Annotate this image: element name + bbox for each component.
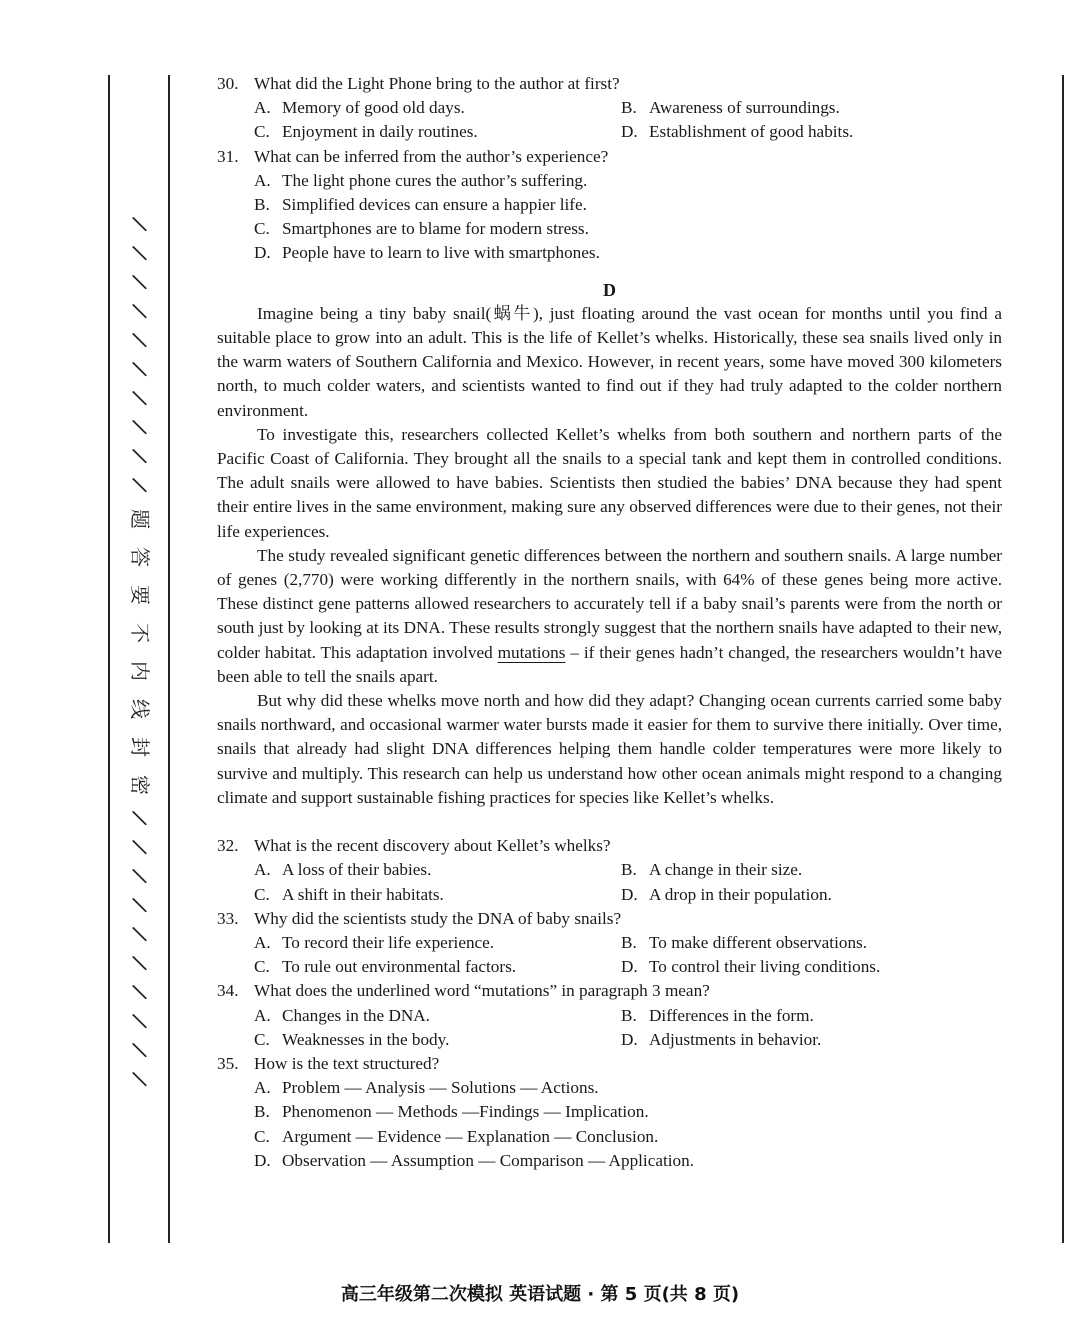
question-stem: What did the Light Phone bring to the author at first? xyxy=(254,74,620,93)
binding-slash: \ xyxy=(130,356,150,383)
question-number: 32. xyxy=(217,836,239,856)
binding-slash: \ xyxy=(130,327,150,354)
question-stem: Why did the scientists study the DNA of baby snails? xyxy=(254,908,622,928)
paragraph-1: Imagine being a tiny baby snail(蜗牛), just floating around the vast ocean for months until you find a suitable place to grow into an adult. This is the life of Kellet’s whelks. Historically, these sea snails lived only in the warm waters of Southern California and Mexico. However, in recent years, some have moved 300 kilometers north, to much colder waters, and scientists wanted to find out if they had truly adapted to the colder northern environment. xyxy=(217,303,1002,420)
question-32 xyxy=(217,834,1002,907)
option-c: C. A shift in their habitats. xyxy=(254,884,444,904)
binding-slash: \ xyxy=(130,414,150,441)
option-c: C. To rule out environmental factors. xyxy=(254,957,517,977)
question-31 xyxy=(217,145,1002,266)
option-c: C. Smartphones are to blame for modern stress. xyxy=(254,219,589,239)
binding-slash: \ xyxy=(130,443,150,470)
question-33 xyxy=(217,907,1002,980)
binding-slash: \ xyxy=(130,211,150,238)
binding-char: 要 xyxy=(128,585,152,605)
underlined-word: mutations xyxy=(497,642,566,662)
question-stem: What is the recent discovery about Kellet’s whelks? xyxy=(254,836,611,856)
paragraph-2: To investigate this, researchers collected Kellet’s whelks from both southern and northern parts of the Pacific Coast of California. They brought all the snails to a special tank and kept them in controlled conditions. The adult snails were allowed to have babies. Scientists then studied the babies’ DNA because they had spent their entire lives in the same environment, making sure any observed differences were due to their genes, not their life experiences. xyxy=(217,424,1002,541)
binding-char: 线 xyxy=(128,699,152,719)
binding-char: 内 xyxy=(128,661,152,681)
option-b: B. Simplified devices can ensure a happier life. xyxy=(254,195,587,215)
binding-slash: \ xyxy=(130,472,150,499)
margin-line-left xyxy=(108,75,110,1243)
question-number: 30. xyxy=(217,74,239,93)
question-stem: What can be inferred from the author’s experience? xyxy=(254,146,609,166)
option-c: C. Weaknesses in the body. xyxy=(254,1029,450,1049)
passage-d xyxy=(217,278,1002,810)
binding-slash: \ xyxy=(130,950,150,977)
question-35 xyxy=(217,1052,1002,1173)
page-footer: 高三年级第二次模拟 英语试题 · 第 5 页(共 8 页) xyxy=(340,1284,740,1305)
binding-slash: \ xyxy=(130,892,150,919)
option-d: D. To control their living conditions. xyxy=(621,957,881,977)
option-a: A. Changes in the DNA. xyxy=(254,1005,430,1025)
option-a: A. The light phone cures the author’s suffering. xyxy=(254,170,588,190)
option-c: C. Enjoyment in daily routines. xyxy=(254,122,478,142)
option-a: A. A loss of their babies. xyxy=(254,860,432,880)
option-d: D. Establishment of good habits. xyxy=(621,122,854,142)
option-b: B. Awareness of surroundings. xyxy=(621,98,840,118)
binding-slash: \ xyxy=(130,298,150,325)
option-b: B. A change in their size. xyxy=(621,860,803,880)
option-d: D. A drop in their population. xyxy=(621,884,832,904)
question-stem: What does the underlined word “mutations” in paragraph 3 mean? xyxy=(254,981,710,1001)
paragraph-3: The study revealed significant genetic differences between the northern and southern snails. A large number of genes (2,770) were working differently in the northern snails, with 64% of these genes being more active. These distinct gene patterns allowed researchers to accurately tell if a baby snail’s parents were from the north or south just by looking at its DNA. These results strongly suggest that the northern snails have adapted to their new, colder habitat. This adaptation involved mutations – if their genes hadn’t changed, the researchers wouldn’t have been able to tell the snails apart. xyxy=(217,545,1002,686)
binding-char: 密 xyxy=(128,775,152,795)
binding-char: 封 xyxy=(128,737,152,757)
question-stem: How is the text structured? xyxy=(254,1053,440,1073)
question-number: 33. xyxy=(217,908,239,928)
binding-slash: \ xyxy=(130,979,150,1006)
binding-slash: \ xyxy=(130,834,150,861)
option-b: B. Phenomenon — Methods —Findings — Implication. xyxy=(254,1102,649,1122)
binding-char: 答 xyxy=(128,547,152,567)
binding-slash: \ xyxy=(130,240,150,267)
question-number: 31. xyxy=(217,146,239,166)
option-a: A. Memory of good old days. xyxy=(254,98,465,118)
binding-slash: \ xyxy=(130,863,150,890)
exam-content xyxy=(217,72,1002,1173)
binding-margin xyxy=(122,210,158,1110)
option-d: D. People have to learn to live with smartphones. xyxy=(254,243,600,263)
option-c: C. Argument — Evidence — Explanation — Conclusion. xyxy=(254,1126,659,1146)
margin-line-right xyxy=(1062,75,1064,1243)
paragraph-4: But why did these whelks move north and how did they adapt? Changing ocean currents carried some baby snails northward, and occasional warmer water bursts made it easier for them to survive there initially. Over time, snails that already had slight DNA differences helping them handle colder temperatures were more likely to survive and multiply. This research can help us understand how other ocean animals might respond to a changing climate and support sustainable fishing practices for species like Kellet’s whelks. xyxy=(217,691,1002,807)
binding-slash: \ xyxy=(130,1066,150,1093)
question-number: 35. xyxy=(217,1053,239,1073)
binding-slash: \ xyxy=(130,805,150,832)
option-d: D. Observation — Assumption — Comparison — Application. xyxy=(254,1150,695,1170)
question-number: 34. xyxy=(217,981,239,1001)
binding-slash: \ xyxy=(130,1008,150,1035)
binding-char: 不 xyxy=(128,623,152,643)
question-34 xyxy=(217,979,1002,1052)
passage-title: D xyxy=(603,279,616,300)
binding-slash: \ xyxy=(130,921,150,948)
option-a: A. Problem — Analysis — Solutions — Actions. xyxy=(254,1078,599,1098)
margin-line-inner xyxy=(168,75,170,1243)
binding-slash: \ xyxy=(130,1037,150,1064)
binding-char: 题 xyxy=(128,509,152,529)
question-30 xyxy=(217,72,1002,145)
option-b: B. Differences in the form. xyxy=(621,1005,814,1025)
option-d: D. Adjustments in behavior. xyxy=(621,1029,822,1049)
binding-slash: \ xyxy=(130,385,150,412)
option-a: A. To record their life experience. xyxy=(254,932,495,952)
option-b: B. To make different observations. xyxy=(621,932,868,952)
binding-slash: \ xyxy=(130,269,150,296)
